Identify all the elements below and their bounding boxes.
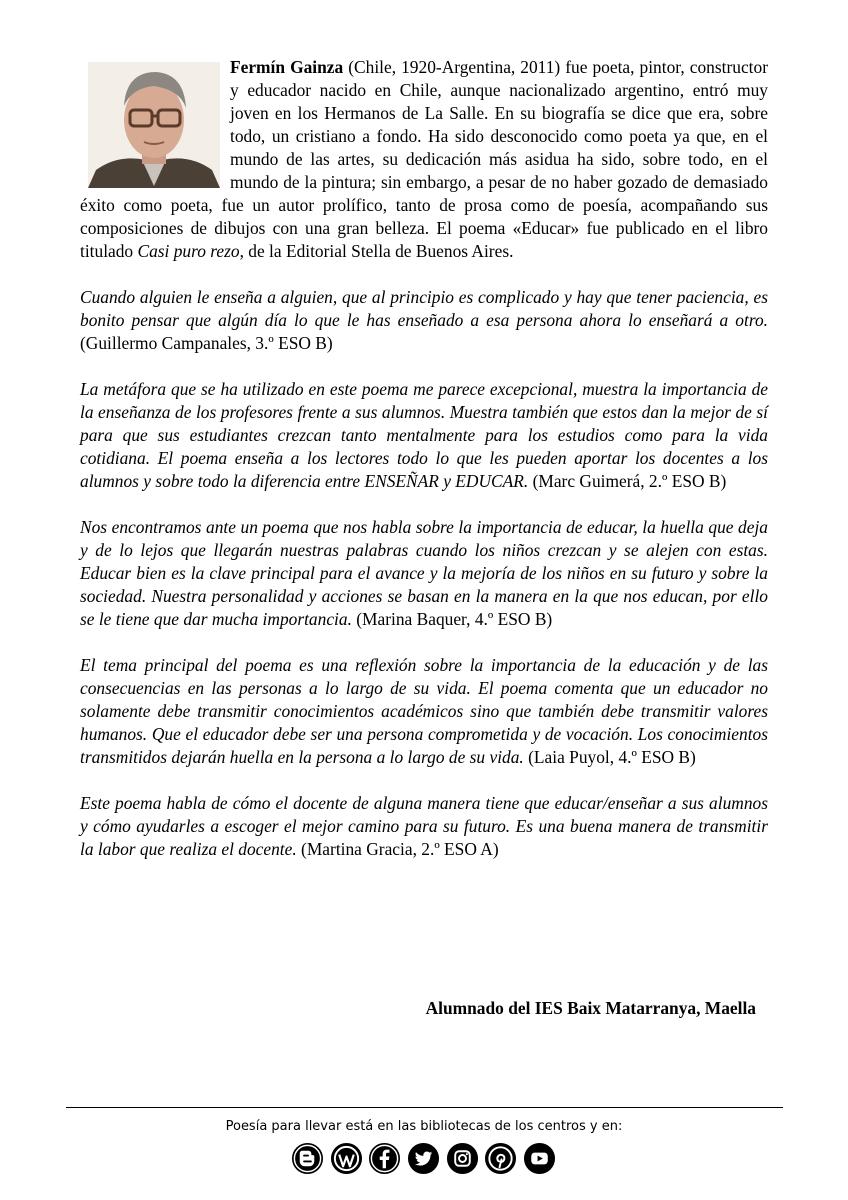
comment-author: (Guillermo Campanales, 3.º ESO B) [80,333,333,353]
comment-author: (Marc Guimerá, 2.º ESO B) [528,471,727,491]
student-comment [80,378,768,493]
document-body [80,56,768,861]
author-bio [80,56,768,263]
twitter-icon[interactable] [407,1142,440,1175]
comment-text: Nos encontramos ante un poema que nos habla sobre la importancia de educar, la huella que deja y de lo lejos que llegarán nuestras palabras cuando los niños crezcan y se alejen con estas. Educar bien es la clave principal para el avance y la mejoría de los niños en su futuro y sobre la sociedad. Nuestra personalidad y acciones se basan en la manera en la que nos educan, por ello se le tiene que dar mucha importancia. [80,517,768,629]
instagram-icon[interactable] [446,1142,479,1175]
facebook-icon[interactable] [368,1142,401,1175]
comment-author: (Marina Baquer, 4.º ESO B) [351,609,553,629]
comment-text: El tema principal del poema es una reflexión sobre la importancia de la educación y de las consecuencias en las personas a lo largo de su vida. El poema comenta que un educador no solamente debe transmitir conocimientos académicos sino que también debe transmitir valores humanos. Que el educador debe ser una persona comprometida y de vocación. Los conocimientos transmitidos dejarán huella en la persona a lo largo de su vida. [80,655,768,767]
footer-divider [66,1107,783,1108]
wordpress-icon[interactable] [330,1142,363,1175]
comment-text: Este poema habla de cómo el docente de alguna manera tiene que educar/enseñar a sus alumnos y cómo ayudarles a escoger el mejor camino para su futuro. Es una buena manera de transmitir la labor que realiza el docente. [80,793,768,859]
author-portrait [88,62,220,188]
student-comment [80,792,768,861]
footer-text: Poesía para llevar está en las bibliotecas de los centros y en: [225,1119,623,1134]
social-icons [291,1142,556,1176]
pinterest-icon[interactable] [484,1142,517,1175]
author-name: Fermín Gainza [230,57,344,77]
book-title: Casi puro rezo [137,241,240,261]
student-comment [80,516,768,631]
signature: Alumnado del IES Baix Matarranya, Maella [425,998,756,1018]
student-comment [80,654,768,769]
comment-author: (Laia Puyol, 4.º ESO B) [523,747,696,767]
youtube-icon[interactable] [523,1142,556,1175]
bio-text: (Chile, 1920-Argentina, 2011) fue poeta, pintor, constructor y educador nacido en Chile, aunque nacionalizado argentino, entró muy joven en los Hermanos de La Salle. En su biografía se dice que era, sobre todo, un cristiano a fondo. Ha sido desconocido como poeta ya que, en el mundo de las artes, su dedicación más asidua ha sido, sobre todo, en el mundo de la pintura; sin embargo, a pesar de no haber gozado de demasiado éxito como poeta, fue un autor prolífico, tanto de prosa como de poesía, acompañando sus composiciones de dibujos con una gran belleza. El poema «Educar» fue publicado en el libro titulado [80,57,768,261]
student-comment [80,286,768,355]
comment-author: (Martina Gracia, 2.º ESO A) [296,839,499,859]
bio-text-end: , de la Editorial Stella de Buenos Aires. [239,241,514,261]
comment-text: Cuando alguien le enseña a alguien, que al principio es complicado y hay que tener paciencia, es bonito pensar que algún día lo que le has enseñado a esa persona ahora lo enseñará a otro. [80,287,768,330]
comment-text: La metáfora que se ha utilizado en este poema me parece excepcional, muestra la importancia de la enseñanza de los profesores frente a sus alumnos. Muestra también que estos dan la mejor de sí para que sus estudiantes crezcan tanto mentalmente para los estudios como para la vida cotidiana. El poema enseña a los lectores todo lo que les pueden aportar los docentes a los alumnos y sobre todo la diferencia entre ENSEÑAR y EDUCAR. [80,379,768,491]
blogger-icon[interactable] [291,1142,324,1175]
